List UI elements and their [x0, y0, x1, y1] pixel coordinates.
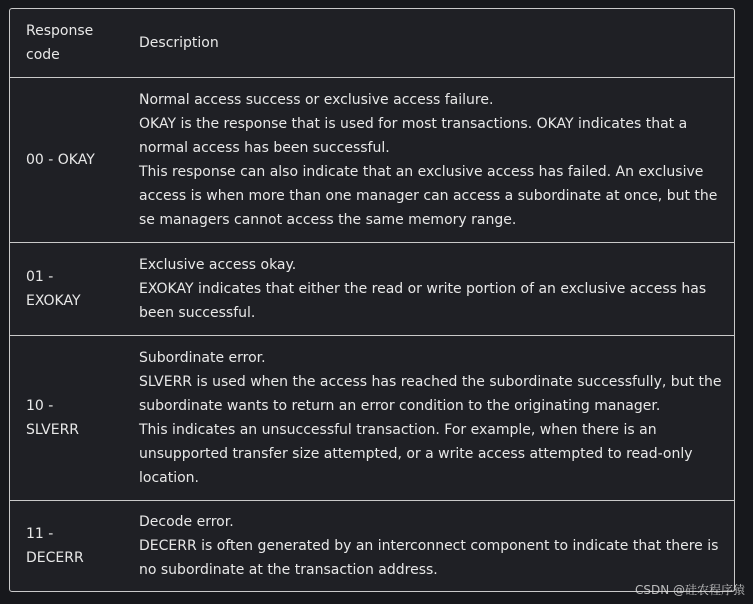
description-line: Decode error.	[139, 514, 234, 530]
header-description-label: Description	[139, 35, 219, 51]
description-line: This indicates an unsuccessful transaction. For example, when there is an unsupported transfer size attempted, or a write access attempted to read-only location.	[139, 422, 693, 486]
response-code-table	[9, 8, 735, 592]
description-line: DECERR is often generated by an interconnect component to indicate that there is no subordinate at the transaction address.	[139, 538, 719, 578]
header-description	[122, 9, 734, 77]
code-cell	[10, 336, 122, 500]
table-row	[10, 336, 734, 501]
header-response-code-label: Response code	[26, 23, 94, 63]
description-line: SLVERR is used when the access has reached the subordinate successfully, but the subordinate wants to return an error condition to the originating manager.	[139, 374, 722, 414]
code-label: 10 - SLVERR	[26, 398, 80, 438]
description-cell	[122, 336, 734, 500]
description-line: Normal access success or exclusive access failure.	[139, 92, 494, 108]
description-cell	[122, 501, 734, 591]
description-line: This response can also indicate that an exclusive access has failed. An exclusive access is when more than one manager can access a subordinate at once, but the se managers cannot access the same memory range.	[139, 164, 718, 228]
description-cell	[122, 243, 734, 335]
header-response-code	[10, 9, 122, 77]
code-label: 11 - DECERR	[26, 526, 84, 566]
code-cell	[10, 78, 122, 242]
table-row	[10, 78, 734, 243]
table-header-row	[10, 9, 734, 78]
description-cell	[122, 78, 734, 242]
table-row	[10, 501, 734, 591]
code-cell	[10, 243, 122, 335]
description-line: Exclusive access okay.	[139, 257, 297, 273]
code-label: 01 - EXOKAY	[26, 269, 81, 309]
code-label: 00 - OKAY	[26, 152, 95, 168]
description-line: OKAY is the response that is used for most transactions. OKAY indicates that a normal access has been successful.	[139, 116, 688, 156]
description-line: Subordinate error.	[139, 350, 266, 366]
code-cell	[10, 501, 122, 591]
watermark: CSDN @硅农程序猿	[634, 583, 745, 597]
table-row	[10, 243, 734, 336]
description-line: EXOKAY indicates that either the read or write portion of an exclusive access has been successful.	[139, 281, 707, 321]
